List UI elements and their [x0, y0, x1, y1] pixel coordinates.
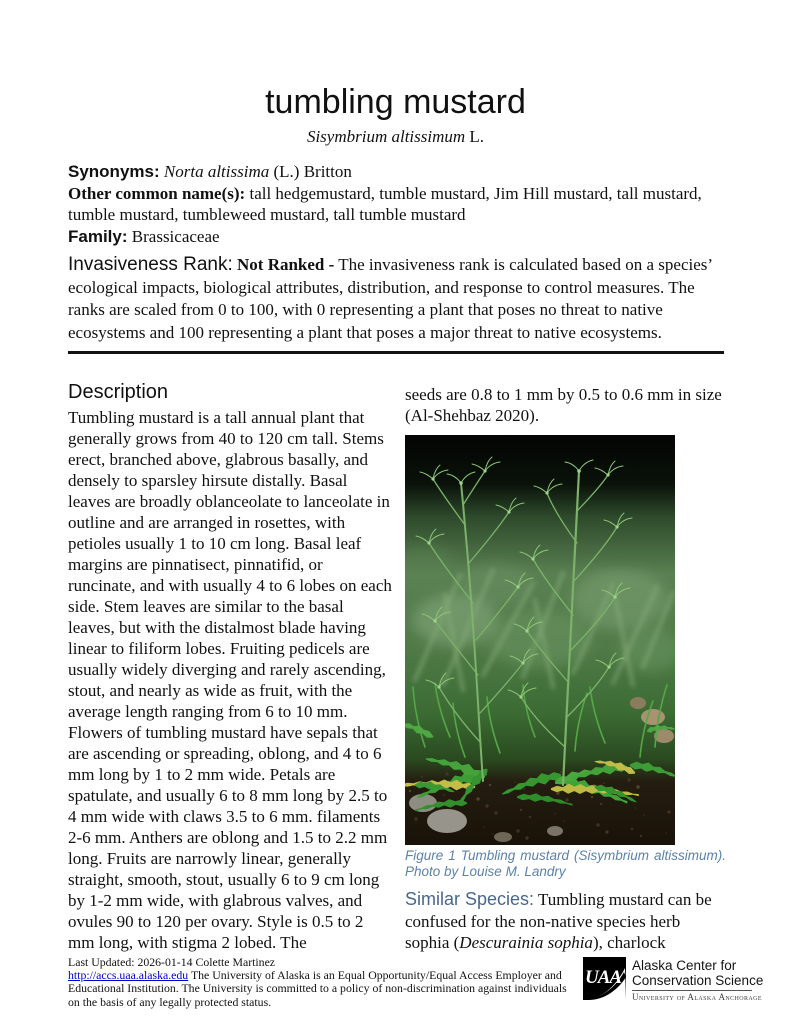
plant-photo-illustration [405, 435, 675, 845]
logo-university: University of Alaska Anchorage [632, 992, 762, 1002]
common-names-row [68, 183, 726, 226]
figure-caption [405, 848, 726, 880]
description-text-left: Tumbling mustard is a tall annual plant that generally grows from 40 to 120 cm tall. Stems erect, branched above, glabrous basally, and densely to sparsley hirsute distally. Basal leaves are broadly oblanceolate to lanceolate in outline and are arranged in rosettes, with petioles usually 1 to 10 cm long. Basal leaf margins are pinnatisect, pinnatifid, or runcinate, and with usually 4 to 6 lobes on each side. Stem leaves are similar to the basal leaves, but with the distalmost blade having linear to filiform lobes. Fruiting pedicels are usually widely diverging and rarely ascending, stout, and nearly as wide as fruit, with the average length ranging from 6 to 10 mm. Flowers of tumbling mustard have sepals that are ascending or spreading, oblong, and 4 to 6 mm long by 1 to 2 mm wide. Petals are spatulate, and usually 6 to 8 mm long by 2.5 to 4 mm wide with claws 3.5 to 6 mm. filaments 2-6 mm. Anthers are oblong and 1.5 to 2.2 mm long. Fruits are narrowly linear, generally straight, smooth, stout, usually 6 to 9 cm long by 1-2 mm wide, with glabrous valves, and ovules 90 to 120 per ovary. Style is 0.5 to 2 mm long, with stigma 2 lobed. The [68, 408, 392, 952]
figure-caption-line2: Photo by Louise M. Landry [405, 864, 566, 879]
family-row [68, 226, 726, 248]
logo-divider [632, 990, 752, 991]
logo-org-line1: Alaska Center for [632, 958, 737, 973]
logo-text [632, 957, 763, 1002]
logo-org-line2: Conservation Science [632, 973, 764, 988]
synonyms-value-rest: (L.) Britton [273, 162, 352, 181]
description-heading: Description [68, 381, 169, 403]
synonyms-value-italic: Norta altissima [163, 162, 270, 181]
invasiveness-text: The invasiveness rank is calculated based on a species’ ecological impacts, biological attributes, distribution, and response to control measures. The ranks are scaled from 0 to 100, with 0 representing a plant that poses no threat to native ecosystems and 100 representing a plant that poses a major threat to native ecosystems. [68, 255, 712, 342]
left-column [68, 381, 393, 953]
invasiveness-section [68, 254, 726, 344]
authority: L. [469, 127, 485, 146]
synonyms-label: Synonyms: [68, 162, 160, 181]
scientific-name-line [0, 127, 791, 147]
species-details [68, 161, 726, 248]
invasiveness-label: Invasiveness Rank: [68, 254, 233, 275]
description-text-right: seeds are 0.8 to 1 mm by 0.5 to 0.6 mm in size (Al-Shehbaz 2020). [405, 385, 722, 425]
similar-species-italic: Descurainia sophia [459, 933, 593, 952]
page-title: tumbling mustard [265, 83, 526, 121]
similar-species-text-after: ), charlock [592, 933, 666, 952]
similar-species-section [405, 889, 726, 954]
synonyms-row [68, 161, 726, 183]
scientific-name: Sisymbrium altissimum [306, 127, 466, 146]
similar-species-text: Tumbling mustard can be confused for the non-native species herb sophia ( [405, 890, 712, 952]
family-value: Brassicaceae [131, 227, 220, 246]
uaa-accs-logo [583, 957, 763, 1002]
footer-text [68, 956, 573, 1009]
figure-photo [405, 435, 675, 845]
last-updated: Last Updated: 2026-01-14 Colette Martinez [68, 955, 276, 969]
page-header [0, 84, 791, 147]
svg-text:UAA: UAA [585, 967, 622, 988]
footer-legal-line [68, 969, 573, 1009]
right-column [405, 381, 726, 954]
invasiveness-rank: Not Ranked - [237, 255, 335, 274]
common-names-label: Other common name(s): [68, 183, 246, 203]
accs-link[interactable]: http://accs.uaa.alaska.edu [68, 968, 189, 983]
footer-legal: The University of Alaska is an Equal Opportunity/Equal Access Employer and Educational Institution. The University is committed to a policy of non-discrimination against individuals on the basis of any legally protected status. [68, 968, 567, 1009]
family-label: Family: [68, 227, 128, 246]
similar-species-label: Similar Species: [405, 889, 535, 909]
uaa-logo-icon [583, 957, 626, 1000]
figure-caption-line1: Figure 1 Tumbling mustard (Sisymbrium altissimum). [405, 848, 726, 863]
section-divider [68, 351, 724, 354]
common-names-value: tall hedgemustard, tumble mustard, Jim Hill mustard, tall mustard, tumble mustard, tumbleweed mustard, tall tumble mustard [68, 183, 702, 224]
